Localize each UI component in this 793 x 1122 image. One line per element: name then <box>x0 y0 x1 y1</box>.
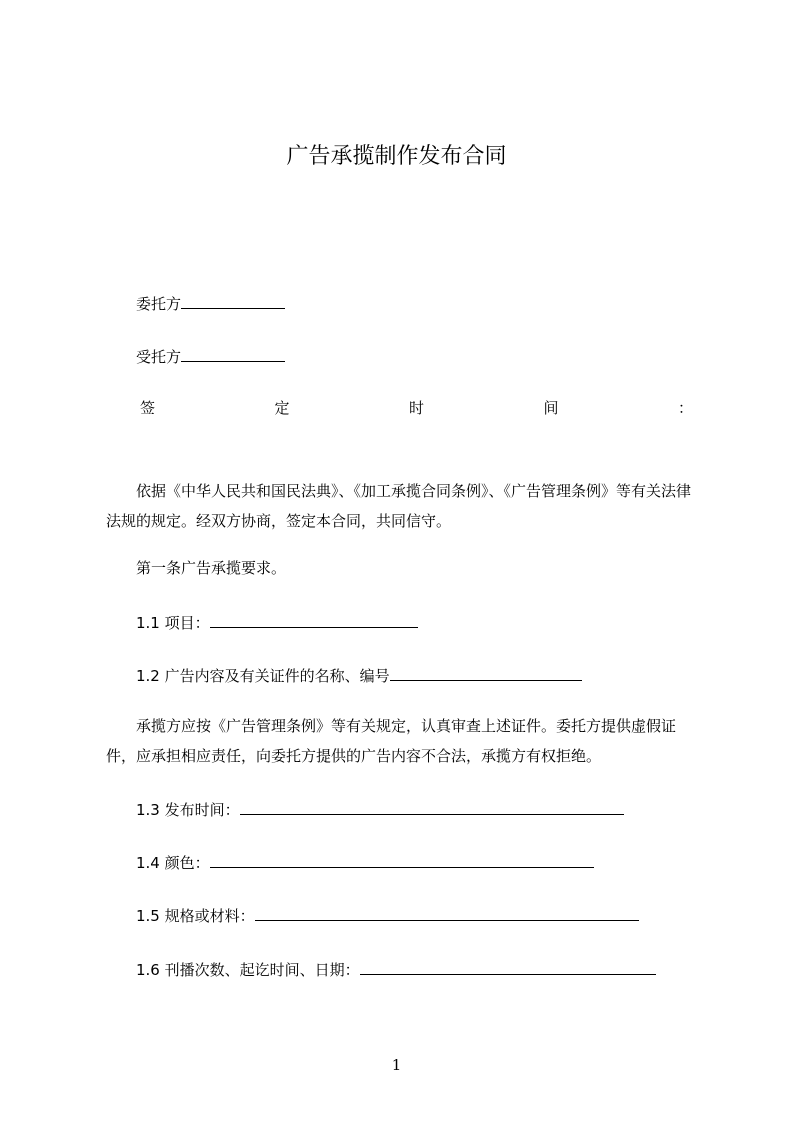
note-paragraph: 承揽方应按《广告管理条例》等有关规定，认真审查上述证件。委托方提供虚假证件，应承担相应责任，向委托方提供的广告内容不合法，承揽方有权拒绝。 <box>106 717 677 765</box>
item-1-6-line <box>136 958 656 980</box>
item-1-5-label: 1.5 规格或材料： <box>136 907 255 925</box>
party-b-blank <box>181 345 285 362</box>
sign-time-char: 定 <box>274 399 290 417</box>
item-1-3-line <box>136 798 624 820</box>
party-b-line <box>136 345 285 367</box>
sign-time-char: ： <box>677 399 693 417</box>
party-a-label: 委托方 <box>136 295 182 313</box>
sign-time-line <box>140 398 693 418</box>
item-1-6-label: 1.6 刊播次数、起讫时间、日期： <box>136 961 360 979</box>
article-1-heading: 第一条广告承揽要求。 <box>136 559 287 577</box>
item-1-4-blank <box>210 851 594 868</box>
item-1-4-line <box>136 851 594 873</box>
item-1-2-label: 1.2 广告内容及有关证件的名称、编号 <box>136 667 390 685</box>
item-1-2-blank <box>390 664 582 681</box>
sign-time-char: 签 <box>140 399 156 417</box>
party-a-line <box>136 292 285 314</box>
item-1-2-line <box>136 664 582 686</box>
item-1-6-blank <box>360 958 656 975</box>
party-a-blank <box>181 292 285 309</box>
document-title: 广告承揽制作发布合同 <box>286 144 507 169</box>
item-1-5-line <box>136 904 639 926</box>
item-1-3-label: 1.3 发布时间： <box>136 801 240 819</box>
item-1-5-blank <box>255 904 639 921</box>
item-1-1-line <box>136 611 418 633</box>
item-1-3-blank <box>240 798 624 815</box>
party-b-label: 受托方 <box>136 348 182 366</box>
item-1-4-label: 1.4 颜色： <box>136 854 210 872</box>
item-1-1-label: 1.1 项目： <box>136 614 210 632</box>
sign-time-char: 时 <box>408 399 424 417</box>
sign-time-char: 间 <box>543 399 559 417</box>
intro-paragraph: 依据《中华人民共和国民法典》、《加工承揽合同条例》、《广告管理条例》等有关法律法规的规定。经双方协商，签定本合同，共同信守。 <box>106 482 692 530</box>
page-number: 1 <box>391 1056 402 1074</box>
item-1-1-blank <box>210 611 418 628</box>
